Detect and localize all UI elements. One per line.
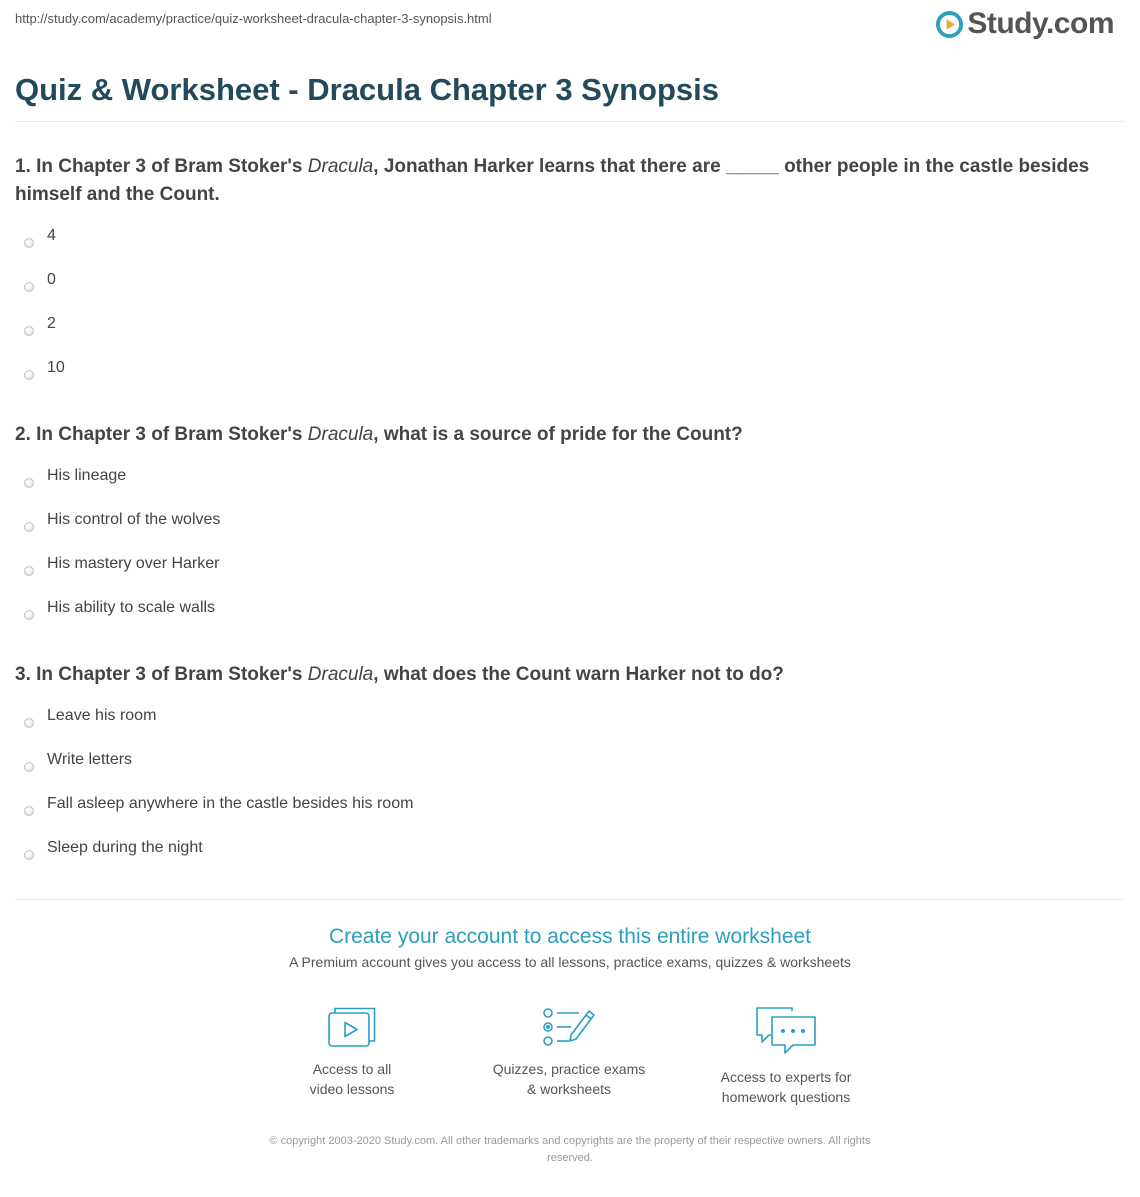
divider xyxy=(15,121,1125,122)
answer-option[interactable] xyxy=(15,704,1115,748)
radio-button[interactable] xyxy=(24,522,34,532)
checklist-pencil-icon xyxy=(541,1005,597,1049)
question-1 xyxy=(15,153,1115,400)
answer-label: Sleep during the night xyxy=(47,839,203,856)
feature-video-lessons xyxy=(252,1005,452,1099)
question-2 xyxy=(15,421,1115,640)
answer-label: Leave his room xyxy=(47,707,157,724)
answer-label: Write letters xyxy=(47,751,133,768)
feature-experts xyxy=(686,1005,886,1107)
cta-heading[interactable]: Create your account to access this entire worksheet xyxy=(328,925,812,948)
page-url: http://study.com/academy/practice/quiz-worksheet-dracula-chapter-3-synopsis.html xyxy=(15,11,492,26)
answer-option[interactable] xyxy=(15,312,1115,356)
answer-options xyxy=(15,224,1115,400)
answer-label: His control of the wolves xyxy=(47,511,221,528)
cta-subheading: A Premium account gives you access to all lessons, practice exams, quizzes & worksheets xyxy=(289,954,851,970)
answer-option[interactable] xyxy=(15,552,1115,596)
divider xyxy=(15,899,1125,900)
radio-button[interactable] xyxy=(24,718,34,728)
answer-label: 2 xyxy=(47,315,56,332)
answer-option[interactable] xyxy=(15,596,1115,640)
answer-label: 10 xyxy=(47,359,65,376)
answer-option[interactable] xyxy=(15,268,1115,312)
feature-label: Quizzes, practice exams & worksheets xyxy=(492,1061,646,1097)
answer-options xyxy=(15,464,1115,640)
play-circle-icon xyxy=(936,11,963,38)
answer-label: His ability to scale walls xyxy=(47,599,216,616)
answer-label: His mastery over Harker xyxy=(47,555,220,572)
answer-label: His lineage xyxy=(47,467,127,484)
answer-options xyxy=(15,704,1115,880)
answer-option[interactable] xyxy=(15,792,1115,836)
answer-label: 4 xyxy=(47,227,56,244)
radio-button[interactable] xyxy=(24,282,34,292)
question-3 xyxy=(15,661,1115,880)
radio-button[interactable] xyxy=(24,610,34,620)
question-text: 3. In Chapter 3 of Bram Stoker's Dracula, what does the Count warn Harker not to do? xyxy=(15,664,784,685)
answer-option[interactable] xyxy=(15,224,1115,268)
answer-option[interactable] xyxy=(15,748,1115,792)
feature-quizzes xyxy=(469,1005,669,1099)
radio-button[interactable] xyxy=(24,326,34,336)
radio-button[interactable] xyxy=(24,566,34,576)
video-lessons-icon xyxy=(326,1005,378,1049)
feature-label: Access to experts for homework questions xyxy=(720,1069,852,1105)
feature-label: Access to all video lessons xyxy=(309,1061,395,1097)
copyright: © copyright 2003-2020 Study.com. All other trademarks and copyrights are the property of their respective owners. All rights reserved. xyxy=(269,1135,871,1164)
radio-button[interactable] xyxy=(24,238,34,248)
answer-option[interactable] xyxy=(15,508,1115,552)
radio-button[interactable] xyxy=(24,806,34,816)
question-text: 2. In Chapter 3 of Bram Stoker's Dracula, what is a source of pride for the Count? xyxy=(15,424,743,445)
radio-button[interactable] xyxy=(24,370,34,380)
radio-button[interactable] xyxy=(24,850,34,860)
answer-option[interactable] xyxy=(15,464,1115,508)
logo-text: Study.com xyxy=(967,7,1114,40)
study-logo[interactable] xyxy=(936,6,1114,42)
chat-bubbles-icon xyxy=(753,1005,819,1057)
answer-option[interactable] xyxy=(15,356,1115,400)
radio-button[interactable] xyxy=(24,478,34,488)
answer-label: 0 xyxy=(47,271,56,288)
radio-button[interactable] xyxy=(24,762,34,772)
answer-option[interactable] xyxy=(15,836,1115,880)
page-title: Quiz & Worksheet - Dracula Chapter 3 Synopsis xyxy=(15,72,719,107)
question-text: 1. In Chapter 3 of Bram Stoker's Dracula, Jonathan Harker learns that there are _____ other people in the castle besides himself and the Count. xyxy=(15,156,1090,205)
answer-label: Fall asleep anywhere in the castle besides his room xyxy=(47,795,414,812)
